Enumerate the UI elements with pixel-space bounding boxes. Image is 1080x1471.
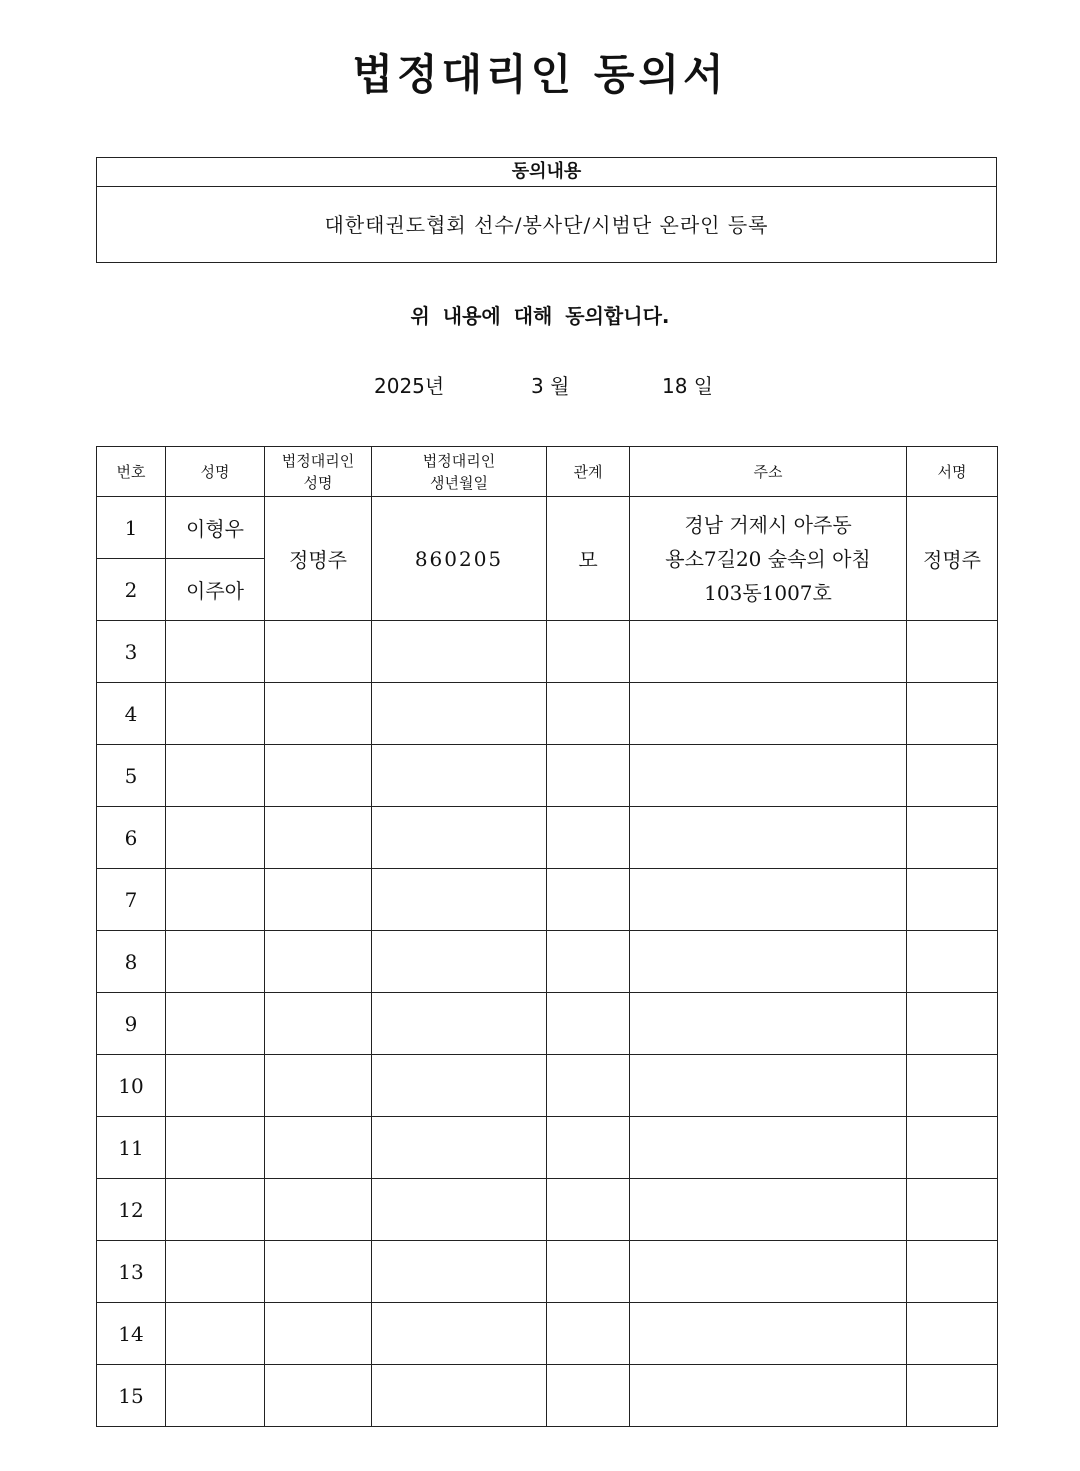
empty-cell [630,869,907,931]
row-no: 12 [97,1179,166,1241]
header-relation: 관계 [547,447,630,497]
empty-cell [372,1179,547,1241]
empty-cell [372,1055,547,1117]
empty-cell [166,1241,265,1303]
empty-cell [372,931,547,993]
empty-cell [547,1365,630,1427]
empty-cell [630,1303,907,1365]
empty-cell [907,869,998,931]
table-row [97,497,998,559]
empty-cell [907,1055,998,1117]
date-day: 18 일 [662,374,714,398]
empty-cell [547,745,630,807]
row-no: 13 [97,1241,166,1303]
header-guardian-birth [372,447,547,497]
empty-cell [907,683,998,745]
empty-cell [630,1241,907,1303]
table-row [97,1055,998,1117]
empty-cell [907,621,998,683]
table-row [97,869,998,931]
empty-cell [630,1117,907,1179]
header-guardian-name-line2: 성명 [303,473,333,492]
table-row [97,621,998,683]
empty-cell [166,993,265,1055]
empty-cell [265,683,372,745]
row-no: 10 [97,1055,166,1117]
empty-cell [166,931,265,993]
header-guardian-birth-line1: 법정대리인 [422,451,496,470]
empty-cell [166,1117,265,1179]
empty-cell [265,1365,372,1427]
empty-cell [630,1365,907,1427]
empty-cell [547,931,630,993]
header-name: 성명 [166,447,265,497]
empty-cell [907,1179,998,1241]
address-line-1: 경남 거제시 아주동 [684,512,852,537]
empty-cell [166,683,265,745]
empty-cell [630,1179,907,1241]
row-name: 이형우 [166,497,265,559]
empty-cell [372,1303,547,1365]
date-year: 2025년 [374,374,445,398]
empty-cell [372,745,547,807]
header-guardian-birth-line2: 생년월일 [430,473,488,492]
row-no: 8 [97,931,166,993]
table-row [97,1241,998,1303]
empty-cell [372,1241,547,1303]
empty-cell [166,1303,265,1365]
empty-cell [265,621,372,683]
empty-cell [547,1055,630,1117]
empty-cell [547,621,630,683]
empty-cell [265,1179,372,1241]
empty-cell [547,1117,630,1179]
row-no: 6 [97,807,166,869]
row-name: 이주아 [166,559,265,621]
empty-cell [372,1365,547,1427]
header-guardian-name [265,447,372,497]
table-row [97,931,998,993]
empty-cell [372,1117,547,1179]
row-no: 2 [97,559,166,621]
empty-cell [630,745,907,807]
empty-cell [907,745,998,807]
empty-cell [547,869,630,931]
empty-cell [265,1117,372,1179]
header-guardian-name-line1: 법정대리인 [281,451,355,470]
empty-cell [372,869,547,931]
table-row [97,683,998,745]
row-no: 3 [97,621,166,683]
empty-cell [166,807,265,869]
empty-cell [630,1055,907,1117]
empty-cell [547,993,630,1055]
empty-cell [630,807,907,869]
empty-cell [630,931,907,993]
empty-cell [907,1117,998,1179]
empty-cell [547,1241,630,1303]
empty-cell [547,807,630,869]
guardian-name-cell: 정명주 [265,497,372,621]
row-no: 7 [97,869,166,931]
empty-cell [630,683,907,745]
row-no: 5 [97,745,166,807]
table-row [97,993,998,1055]
empty-cell [166,621,265,683]
address-line-3: 103동1007호 [704,580,832,605]
table-header-row [97,447,998,497]
date-line [0,370,1080,400]
empty-cell [265,745,372,807]
table-row [97,1179,998,1241]
empty-cell [630,621,907,683]
empty-cell [265,931,372,993]
row-no: 1 [97,497,166,559]
empty-cell [265,869,372,931]
empty-cell [265,807,372,869]
table-row [97,1117,998,1179]
empty-cell [166,1055,265,1117]
consent-content: 대한태권도협회 선수/봉사단/시범단 온라인 등록 [324,213,769,237]
guardian-table [96,446,998,1427]
guardian-birth-cell: 860205 [372,497,547,621]
empty-cell [166,1365,265,1427]
empty-cell [907,1241,998,1303]
empty-cell [166,869,265,931]
empty-cell [907,807,998,869]
row-no: 15 [97,1365,166,1427]
empty-cell [907,931,998,993]
empty-cell [265,993,372,1055]
empty-cell [907,1365,998,1427]
table-row [97,1365,998,1427]
agreement-statement: 위 내용에 대해 동의합니다. [410,304,670,328]
signature-cell: 정명주 [907,497,998,621]
empty-cell [372,683,547,745]
header-address: 주소 [630,447,907,497]
empty-cell [265,1055,372,1117]
empty-cell [265,1241,372,1303]
empty-cell [265,1303,372,1365]
empty-cell [372,621,547,683]
empty-cell [166,1179,265,1241]
empty-cell [547,1303,630,1365]
document-title: 법정대리인 동의서 [352,50,728,99]
relation-cell: 모 [547,497,630,621]
empty-cell [630,993,907,1055]
table-row [97,1303,998,1365]
row-no: 9 [97,993,166,1055]
empty-cell [372,807,547,869]
empty-cell [907,993,998,1055]
row-no: 14 [97,1303,166,1365]
empty-cell [372,993,547,1055]
empty-cell [907,1303,998,1365]
date-month: 3 월 [531,374,570,398]
address-cell [630,497,907,621]
header-signature: 서명 [907,447,998,497]
consent-box [96,157,997,263]
row-no: 11 [97,1117,166,1179]
table-row [97,807,998,869]
empty-cell [547,683,630,745]
header-no: 번호 [97,447,166,497]
empty-cell [547,1179,630,1241]
consent-header: 동의내용 [97,158,996,187]
address-line-2: 용소7길20 숲속의 아침 [665,546,871,571]
table-row [97,745,998,807]
row-no: 4 [97,683,166,745]
empty-cell [166,745,265,807]
